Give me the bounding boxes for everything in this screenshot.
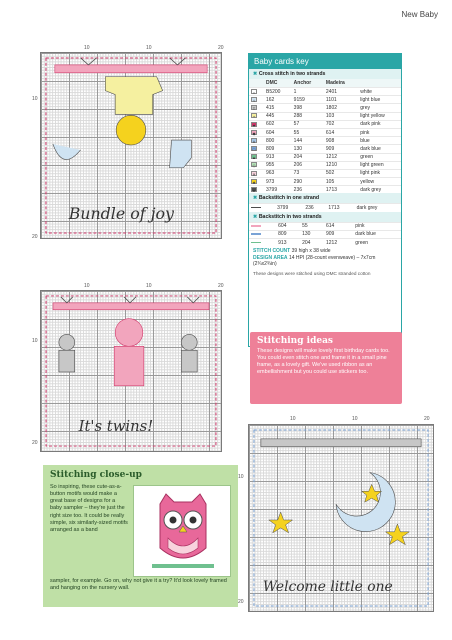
key-madeira: 909 (324, 230, 353, 238)
tick-label: 10 (352, 416, 358, 422)
key-anchor: 9159 (292, 96, 324, 104)
tick-label: 10 (146, 283, 152, 289)
key-color-name: dark pink (358, 120, 401, 128)
key-anchor: 55 (292, 128, 324, 136)
key-dmc: 973 (264, 178, 292, 186)
key-dmc: 955 (264, 161, 292, 169)
key-dmc: B5200 (264, 88, 292, 96)
chart-welcome-little-one (248, 424, 434, 612)
thread-swatch: + (252, 114, 256, 120)
tick-label: 20 (32, 234, 38, 240)
key-madeira: 908 (324, 137, 358, 145)
thread-swatch: ✕ (252, 171, 256, 177)
key-col-dmc: DMC (264, 79, 292, 88)
key-swatch-cell (249, 161, 264, 169)
key-col-symbol (249, 79, 264, 88)
key-dmc: 963 (264, 169, 292, 177)
key-swatch-cell (249, 112, 264, 120)
key-color-name: blue (358, 137, 401, 145)
key-section-cross (249, 69, 401, 79)
key-dmc: 3799 (264, 186, 292, 194)
stitching-ideas-box (250, 332, 402, 404)
key-anchor: 55 (300, 222, 324, 230)
key-swatch-cell (249, 204, 275, 212)
thread-swatch: ▲ (252, 155, 256, 161)
key-madeira: 103 (324, 112, 358, 120)
owl-photo (133, 485, 231, 577)
key-dmc: 800 (264, 137, 292, 145)
key-color-name: green (353, 239, 401, 247)
key-dmc: 604 (264, 128, 292, 136)
key-swatch-cell (249, 178, 264, 186)
key-color-name: dark grey (355, 204, 401, 212)
ideas-body: These designs will make lovely first birthday cards too. You could even stitch one and frame it in a small pine frame, as a lovely gift. We've used ribbon as an embellishment but you could use stickers too. (257, 348, 390, 376)
key-swatch-cell (249, 88, 264, 96)
ideas-title: Stitching ideas (257, 336, 333, 346)
key-anchor: 236 (303, 204, 326, 212)
key-row (249, 161, 401, 169)
key-madeira: 1212 (324, 239, 353, 247)
key-color-name: pink (358, 128, 401, 136)
key-color-name: grey (358, 104, 401, 112)
key-row (249, 104, 401, 112)
bundle-of-joy-motif (41, 53, 221, 238)
tick-label: 10 (84, 283, 90, 289)
key-madeira: 105 (324, 178, 358, 186)
backstitch-line-swatch (251, 207, 261, 209)
key-color-name: dark blue (353, 230, 401, 238)
key-row (249, 145, 401, 153)
key-row (249, 178, 401, 186)
key-madeira: 614 (324, 128, 358, 136)
key-dmc: 809 (264, 145, 292, 153)
thread-swatch: T (252, 106, 256, 112)
key-dmc: 602 (264, 120, 292, 128)
stitch-count-label: STITCH COUNT (253, 248, 291, 255)
key-madeira: 1212 (324, 153, 358, 161)
thread-swatch: ∧ (252, 138, 256, 144)
key-row (249, 112, 401, 120)
tick-label: 20 (218, 45, 224, 51)
key-table-back2 (249, 222, 401, 247)
key-swatch-cell (249, 96, 264, 104)
key-color-name: white (358, 88, 401, 96)
backstitch-line-swatch (251, 225, 261, 227)
key-anchor: 130 (292, 145, 324, 153)
key-swatch-cell (249, 128, 264, 136)
key-note: These designs were stitched using DMC stranded cotton (253, 270, 371, 276)
tick-label: 10 (238, 474, 244, 480)
design-area-label: DESIGN AREA (253, 254, 288, 261)
key-row (249, 120, 401, 128)
its-twins-motif (41, 291, 221, 451)
design-area: 14 HPI (28-count evenweave) – 7x7cm (2¾x2¾in) (253, 254, 376, 268)
owl-stitch-illustration (134, 486, 232, 578)
key-row (249, 137, 401, 145)
key-color-name: light blue (358, 96, 401, 104)
key-anchor: 236 (292, 186, 324, 194)
key-dmc: 913 (264, 153, 292, 161)
key-anchor: 290 (292, 178, 324, 186)
key-anchor: 204 (292, 153, 324, 161)
key-swatch-cell (249, 137, 264, 145)
key-anchor: 130 (300, 230, 324, 238)
key-row (249, 204, 401, 212)
key-section-label: Backstitch in two strands (258, 213, 322, 220)
tick-label: 10 (290, 416, 296, 422)
key-panel (248, 53, 402, 347)
key-swatch-cell (249, 104, 264, 112)
key-row (249, 186, 401, 194)
thread-swatch: ● (252, 188, 256, 194)
key-table-back1 (249, 203, 401, 211)
chart-caption: It's twins! (78, 418, 154, 436)
key-col-name (358, 79, 401, 88)
key-color-name: light yellow (358, 112, 401, 120)
backstitch-line-swatch (251, 242, 261, 244)
key-swatch-cell (249, 239, 276, 247)
key-title: Baby cards key (249, 54, 401, 69)
key-dmc: 162 (264, 96, 292, 104)
key-swatch-cell (249, 186, 264, 194)
key-dmc: 415 (264, 104, 292, 112)
key-dmc: 913 (276, 239, 300, 247)
thread-swatch: ◇ (252, 163, 256, 169)
key-anchor: 73 (292, 169, 324, 177)
key-swatch-cell (249, 153, 264, 161)
chart-bundle-of-joy (40, 52, 222, 239)
key-anchor: 1 (292, 88, 324, 96)
key-anchor: 206 (292, 161, 324, 169)
tick-label: 20 (424, 416, 430, 422)
stitching-closeup-box (43, 465, 238, 607)
key-madeira: 1101 (324, 96, 358, 104)
key-madeira: 2401 (324, 88, 358, 96)
key-section-back1 (249, 193, 401, 203)
key-row (249, 239, 401, 247)
tick-label: 10 (84, 45, 90, 51)
stitch-count: 39 high x 38 wide (291, 248, 331, 255)
tick-label: 20 (218, 283, 224, 289)
tick-label: 20 (32, 440, 38, 446)
key-madeira: 1802 (324, 104, 358, 112)
tick-label: 10 (32, 96, 38, 102)
key-row (249, 169, 401, 177)
cross-icon: ✖ (253, 71, 258, 77)
key-madeira: 502 (324, 169, 358, 177)
key-anchor: 57 (292, 120, 324, 128)
key-anchor: 144 (292, 137, 324, 145)
key-anchor: 398 (292, 104, 324, 112)
key-swatch-cell (249, 120, 264, 128)
key-madeira: 1713 (326, 204, 354, 212)
thread-swatch: ◆ (252, 130, 256, 136)
key-section-back2 (249, 212, 401, 222)
tick-label: 10 (146, 45, 152, 51)
key-anchor: 288 (292, 112, 324, 120)
cross-icon: ✖ (253, 195, 258, 202)
key-dmc: 604 (276, 222, 300, 230)
thread-swatch: ★ (252, 179, 256, 185)
key-col-madeira: Madeira (324, 79, 358, 88)
key-swatch-cell (249, 222, 276, 230)
key-color-name: light green (358, 161, 401, 169)
chart-caption: Bundle of joy (68, 204, 175, 224)
key-anchor: 204 (300, 239, 324, 247)
key-madeira: 702 (324, 120, 358, 128)
key-row (249, 128, 401, 136)
key-swatch-cell (249, 145, 264, 153)
stitch-info (249, 246, 401, 270)
key-section-label: Backstitch in one strand (258, 195, 320, 202)
key-madeira: 1210 (324, 161, 358, 169)
key-color-name: dark grey (358, 186, 401, 194)
closeup-body-left: So inspiring, these cute-as-a-button motifs would make a great base of designs for a baby sampler – they're just the right size too. It could be really simple, six similarly-sized motifs arranged as a band (50, 484, 128, 533)
key-col-anchor: Anchor (292, 79, 324, 88)
tick-label: 10 (32, 338, 38, 344)
key-color-name: light pink (358, 169, 401, 177)
cross-icon: ✖ (253, 213, 258, 220)
key-madeira: 1713 (324, 186, 358, 194)
key-madeira: 614 (324, 222, 353, 230)
welcome-little-one-motif (249, 425, 433, 611)
key-dmc: 3799 (275, 204, 303, 212)
key-swatch-cell (249, 169, 264, 177)
key-table-cross (249, 79, 401, 193)
section-title: New Baby (401, 10, 438, 19)
key-row (249, 88, 401, 96)
closeup-body-bottom: sampler, for example. Go on, why not give it a try? It'd look lovely framed and hanging on the nursery wall. (50, 578, 227, 592)
key-color-name: pink (353, 222, 401, 230)
key-swatch-cell (249, 230, 276, 238)
key-row (249, 222, 401, 230)
key-section-label: Cross stitch in two strands (258, 71, 326, 77)
key-color-name: yellow (358, 178, 401, 186)
chart-its-twins (40, 290, 222, 452)
closeup-title: Stitching close-up (50, 470, 142, 480)
key-dmc: 809 (276, 230, 300, 238)
key-dmc: 445 (264, 112, 292, 120)
thread-swatch: □ (252, 147, 256, 153)
key-color-name: green (358, 153, 401, 161)
thread-swatch: ♥ (252, 122, 256, 128)
thread-swatch: t (251, 97, 257, 102)
chart-caption: Welcome little one (262, 579, 393, 596)
key-madeira: 909 (324, 145, 358, 153)
key-row (249, 230, 401, 238)
backstitch-line-swatch (251, 233, 261, 235)
tick-label: 20 (238, 599, 244, 605)
key-row (249, 153, 401, 161)
thread-swatch: ○ (252, 89, 256, 95)
key-row (249, 96, 401, 104)
key-color-name: dark blue (358, 145, 401, 153)
